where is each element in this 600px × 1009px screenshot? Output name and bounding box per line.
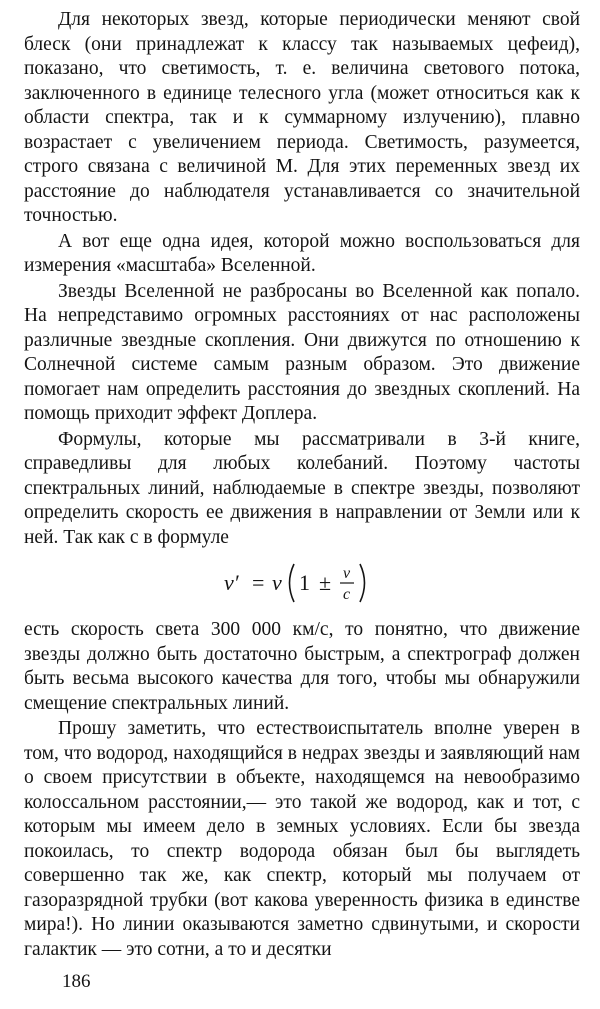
page-number: 186 [62, 971, 91, 992]
paragraph-cepheids: Для некоторых звезд, которые периодически меняют свой блеск (они принадлежат к классу так называемых цефеид), показано, что светимость, т. е. величина светового потока, заключенного в единице телесного угла (может относиться как к области спектра, так и к суммарному излучению), плавно возрастает с увеличением периода. Светимость, разумеется, строго связана с величиной М. Для этих переменных звезд их расстояние до наблюдателя устанавливается со значительной точностью. [24, 9, 580, 226]
doppler-formula-graphic [202, 554, 402, 612]
formula-left-paren [290, 564, 295, 602]
formula-lhs: ν′ [224, 570, 239, 595]
paragraph-doppler-formulas: Формулы, которые мы рассматривали в 3-й книге, справедливы для любых колебаний. Поэтому частоты спектральных линий, наблюдаемые в спектре звезды, позволяют определить скорость ее движения в направлении от Земли или к ней. Так как c в формуле [24, 428, 580, 548]
formula-equals: = [252, 570, 265, 595]
formula-numerator: v [343, 565, 351, 582]
paragraph-hydrogen: Прошу заметить, что естествоиспытатель вполне уверен в том, что водород, находящийся в недрах звезды и заявляющий нам о своем присутствии в объекте, находящемся на невообразимо колоссальном расстоянии,— это такой же водород, как и тот, с которым мы имеем дело в земных условиях. Если бы звезда покоилась, то спектр водорода обязан был бы выглядеть совершенно так же, как спектр, который мы получаем от газоразрядной трубки (вот какова уверенность физика в единстве мира!). Но линии оказываются заметно сдвинутыми, и скорости галактик — это сотни, а то и десятки [24, 718, 580, 960]
formula-nu: ν [272, 570, 282, 595]
formula-denominator: c [343, 586, 351, 603]
paragraph-scale-idea: А вот еще одна идея, которой можно воспользоваться для измерения «масштаба» Вселенной. [24, 230, 580, 276]
paragraph-continuation: есть скорость света 300 000 км/с, то понятно, что движение звезды должно быть достаточно быстрым, а спектрограф должен быть весьма высокого качества для того, чтобы мы обнаружили смещение спектральных линий. [24, 619, 580, 714]
formula-one: 1 [299, 570, 310, 595]
formula-right-paren [360, 564, 365, 602]
doppler-formula [24, 554, 580, 612]
paragraph-star-clusters: Звезды Вселенной не разбросаны во Вселенной как попало. На непредставимо огромных расстояниях от нас расположены различные звездные скопления. Они движутся по отношению к Солнечной системе самым разным образом. Это движение помогает нам определить расстояния до звездных скоплений. На помощь приходит эффект Доплера. [24, 280, 580, 424]
page-body [24, 8, 580, 963]
formula-plus-minus: ± [319, 570, 332, 595]
